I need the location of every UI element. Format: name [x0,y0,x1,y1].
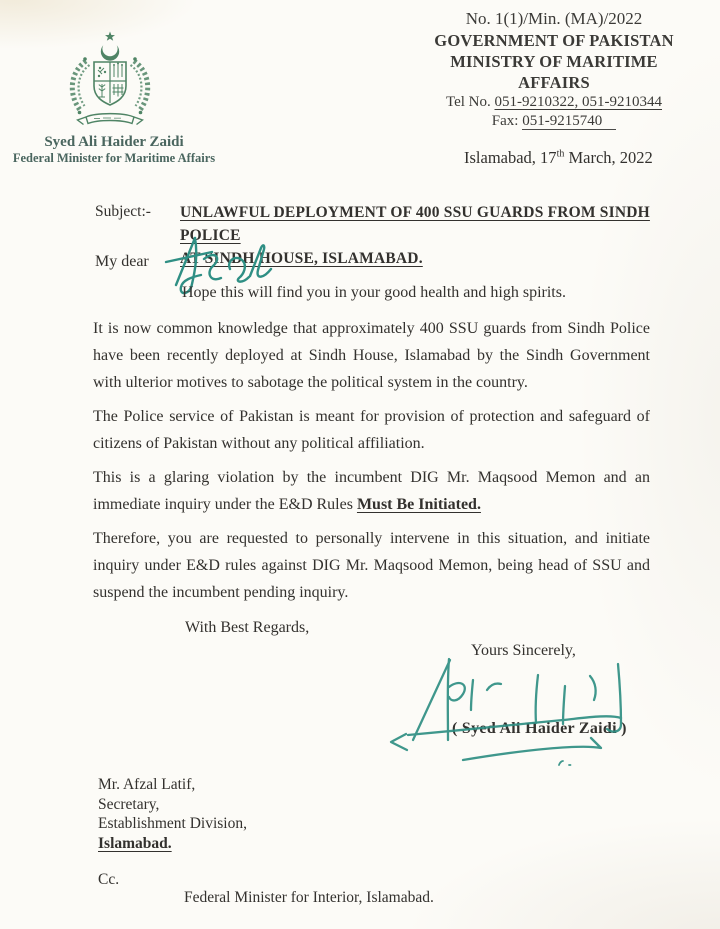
dateline [464,148,653,168]
minister-title: Federal Minister for Maritime Affairs [12,151,216,165]
opening-line: Hope this will find you in your good health and high spirits. [182,284,566,301]
signatory-name: ( Syed Ali Haider Zaidi ) [452,720,627,737]
paragraph-4: Therefore, you are requested to personally intervene in this situation, and initiate inquiry under E&D rules against DIG Mr. Maqsood Memon, being head of SSU and suspend the incumbent pending inquiry. [93,530,650,601]
recipient-designation: Secretary, [98,795,160,813]
paragraph-2: The Police service of Pakistan is meant for provision of protection and safeguard of citizens of Pakistan without any political affiliation. [93,408,650,452]
minister-identity-block [8,134,220,166]
paragraph-1: It is now common knowledge that approximately 400 SSU guards from Sindh Police have been recently deployed at Sindh House, Islamabad by the Sindh Government with ulterior motives to sabotage the political system in the country. [93,320,650,391]
paragraph-3 [93,464,650,518]
salutation: My dear [95,253,149,270]
minister-name: Syed Ali Haider Zaidi [44,134,184,150]
recipient-division: Establishment Division, [98,815,247,832]
letter-body [93,315,650,648]
fax-number: 051-9215740 [522,113,616,130]
paragraph-3-emphasis: Must Be Initiated. [356,496,481,513]
letterhead-right-block [420,8,688,131]
government-line: GOVERNMENT OF PAKISTAN [434,31,674,50]
fax-label: Fax: [491,113,523,129]
subject-line-1: UNLAWFUL DEPLOYMENT OF 400 SSU GUARDS FROM SINDH POLICE [180,204,650,244]
telephone-line [420,93,688,112]
pakistan-state-emblem-icon [56,28,164,139]
ministry-line: MINISTRY OF MARITIME AFFAIRS [450,52,658,92]
tel-numbers: 051-9210322, 051-9210344 [494,94,663,110]
tel-label: Tel No. [445,94,495,110]
dateline-month-year: March, 2022 [564,148,653,167]
subject-label: Subject:- [95,203,151,220]
fax-line [420,112,688,131]
closing-line: Yours Sincerely, [471,642,576,659]
cc-entry: Federal Minister for Interior, Islamabad. [184,889,434,906]
recipient-name: Mr. Afzal Latif, [98,776,196,793]
dateline-city-day: Islamabad, 17 [464,148,557,167]
dateline-ordinal: th [556,148,565,160]
paragraph-3-text: This is a glaring violation by the incumbent DIG Mr. Maqsood Memon and an immediate inquiry under the E&D Rules [93,469,650,513]
subject-line-2: AT SINDH HOUSE, ISLAMABAD. [180,250,423,267]
reference-number: No. 1(1)/Min. (MA)/2022 [465,9,643,28]
recipient-city: Islamabad. [98,834,172,852]
handwritten-signature [383,652,635,782]
regards-line: With Best Regards, [185,619,310,636]
recipient-block [98,775,247,853]
cc-label: Cc. [98,871,120,888]
